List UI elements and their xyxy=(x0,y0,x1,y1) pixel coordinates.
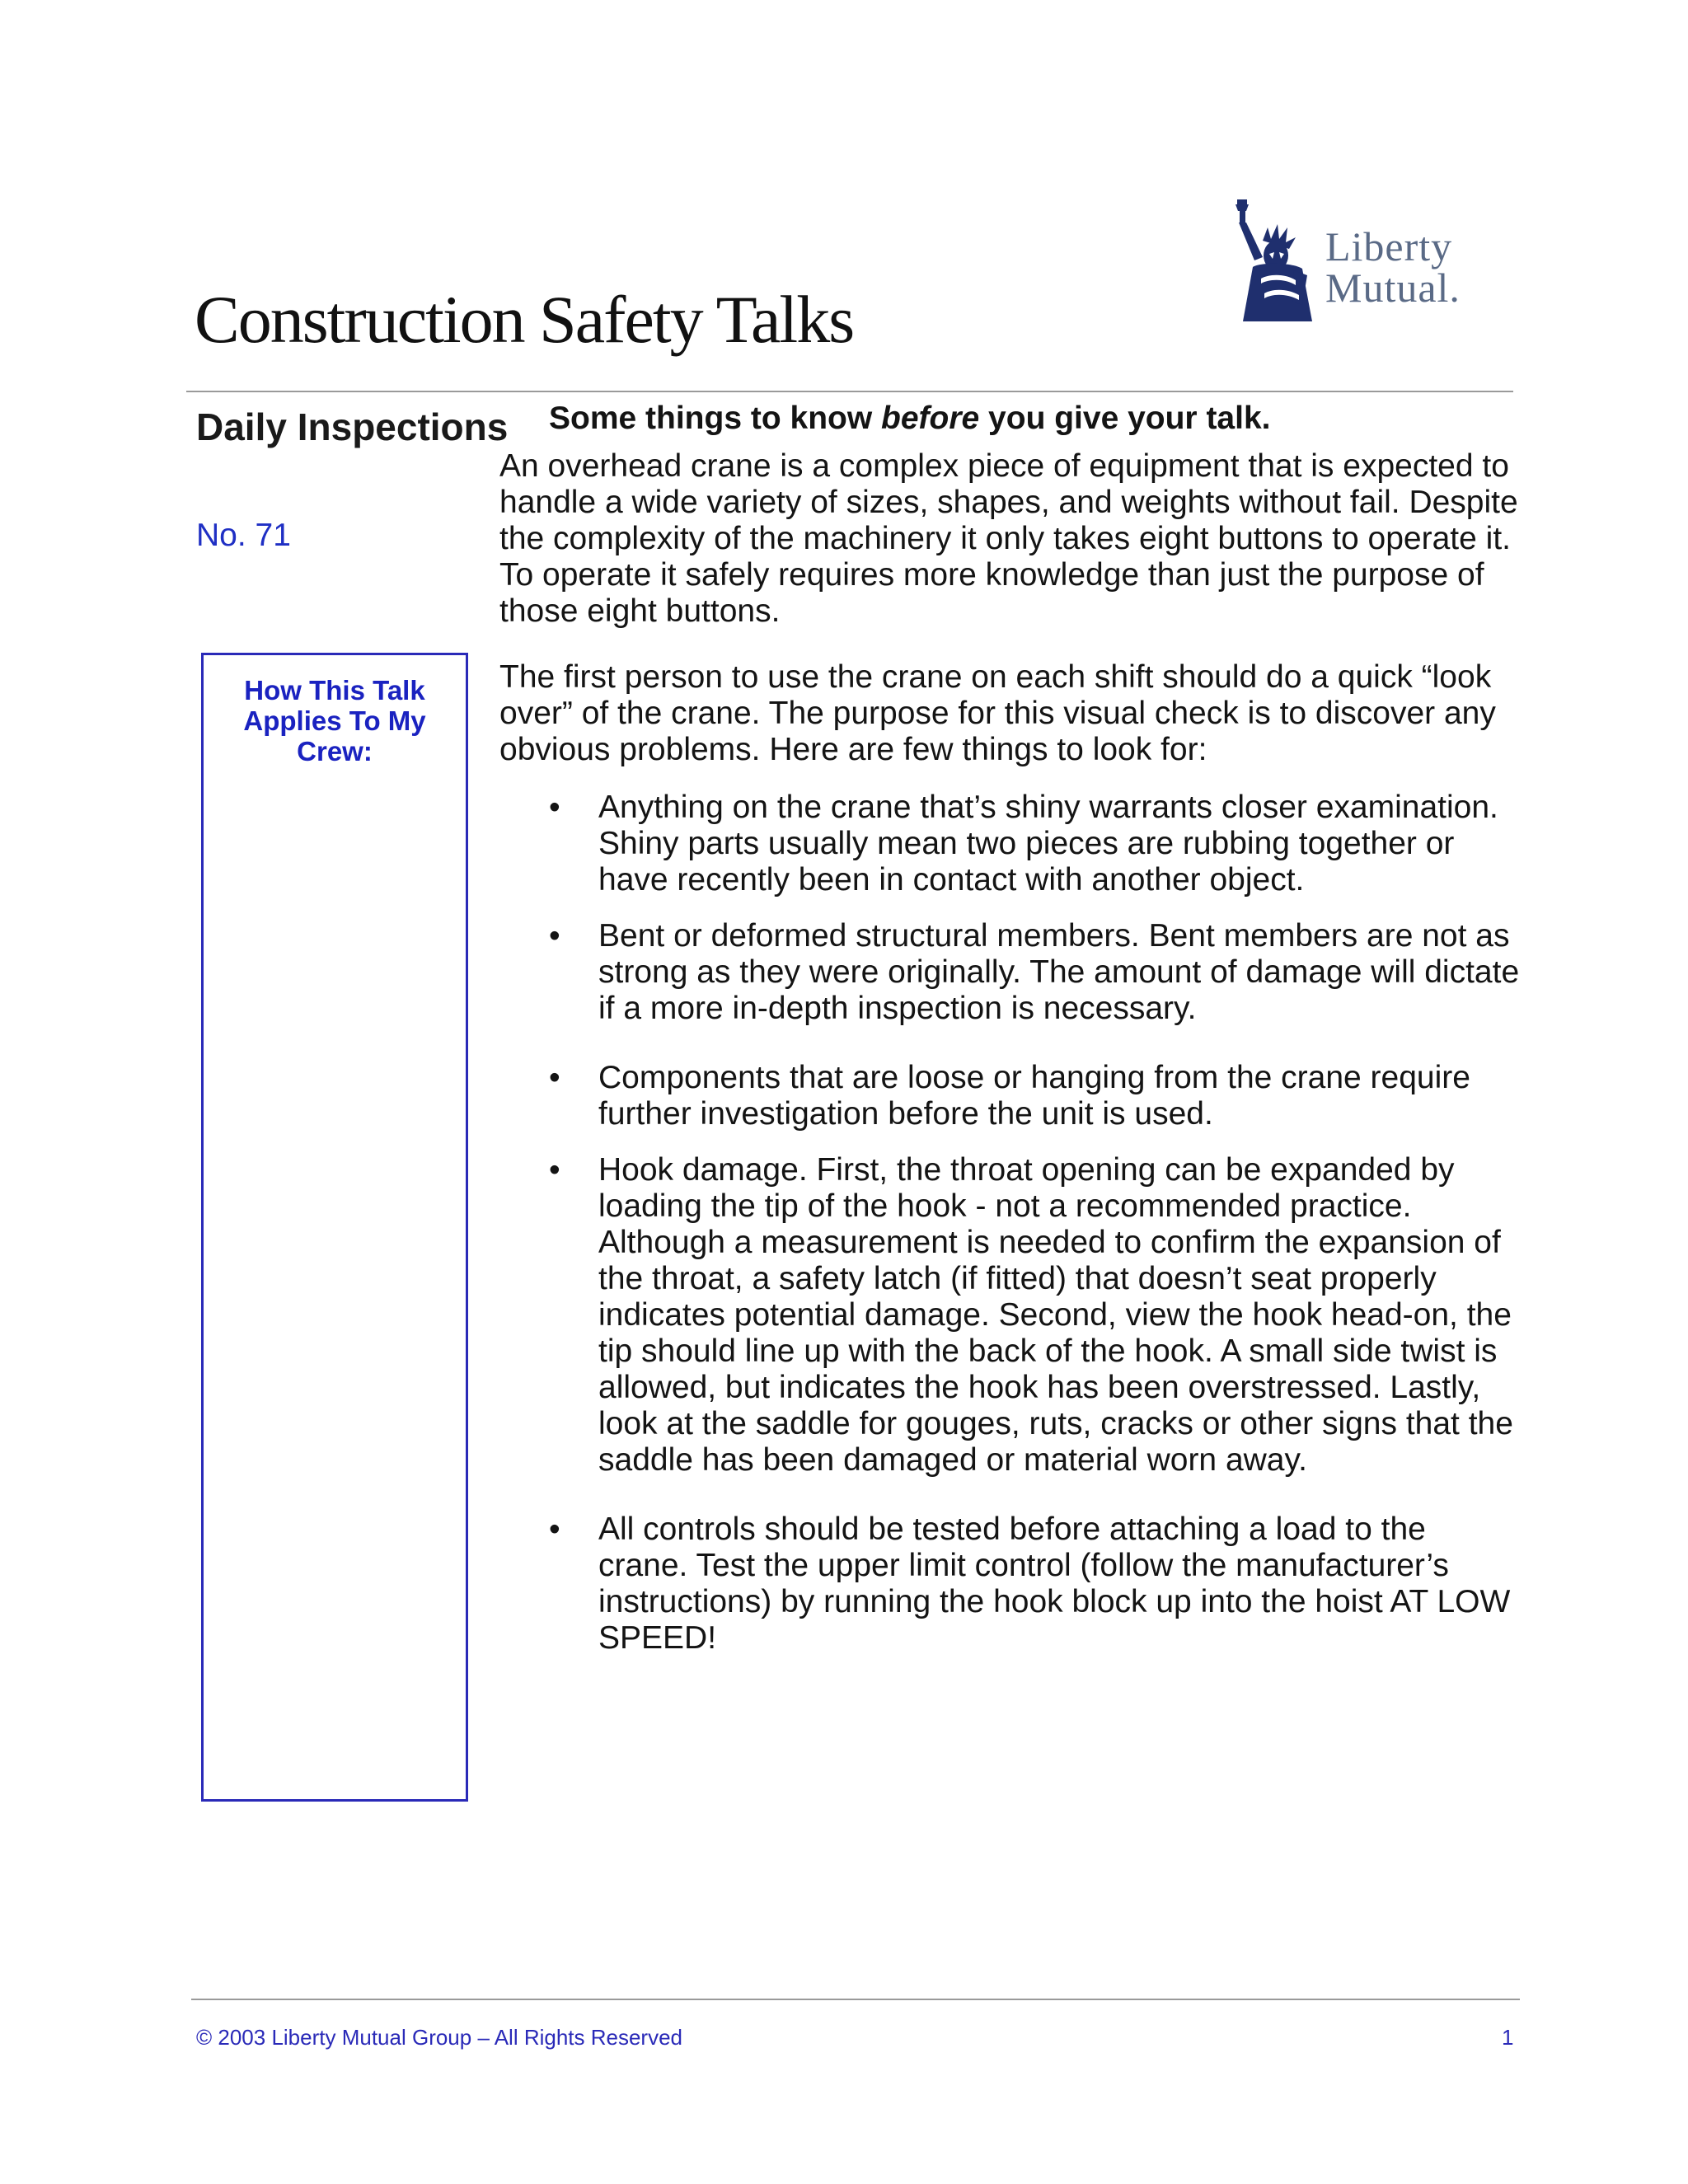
paragraph-overview: An overhead crane is a complex piece of equipment that is expected to handle a wide variety of sizes, shapes, and weights without fail. Despite the complexity of the machinery it only takes eight buttons to operate it. To operate it safely requires more knowledge than just the purpose of those eight buttons. xyxy=(499,448,1518,629)
logo-wordmark-mutual: Mutual. xyxy=(1325,265,1461,311)
intro-heading-pre: Some things to know xyxy=(549,401,882,436)
header-divider xyxy=(186,391,1513,392)
document-title: Construction Safety Talks xyxy=(195,282,854,357)
intro-heading xyxy=(499,401,1522,437)
crew-notes-heading: How This Talk Applies To My Crew: xyxy=(243,675,426,766)
list-item: • All controls should be tested before attaching a load to the crane. Test the upper limit control (follow the manufacturer’s instructions) by running the hook block up into the hoist AT LOW SPEED! xyxy=(499,1511,1522,1657)
list-item: • Hook damage. First, the throat opening can be expanded by loading the tip of the hook - not a recommended practice. Although a measurement is needed to confirm the expansion of the throat, a safety latch (if fitted) that doesn’t seat properly indicates potential damage. Second, view the hook head-on, the tip should line up with the back of the hook. A small side twist is allowed, but indicates the hook has been overstressed. Lastly, look at the saddle for gouges, ruts, cracks or other signs that the saddle has been damaged or material worn away. xyxy=(499,1152,1522,1479)
talk-body xyxy=(499,401,1522,1676)
copyright-notice: © 2003 Liberty Mutual Group – All Rights Reserved xyxy=(196,2025,683,2050)
footer-divider xyxy=(191,1999,1520,2000)
logo-wordmark-liberty: Liberty xyxy=(1325,223,1453,269)
paragraph-look-over: The first person to use the crane on each shift should do a quick “look over” of the crane. The purpose for this visual check is to discover any obvious problems. Here are few things to look for: xyxy=(499,659,1496,767)
talk-topic-title: Daily Inspections xyxy=(196,405,509,448)
list-item: • Bent or deformed structural members. Bent members are not as strong as they were originally. The amount of damage will dictate if a more in-depth inspection is necessary. xyxy=(499,918,1522,1027)
page-number: 1 xyxy=(1502,2025,1514,2050)
statue-of-liberty-icon xyxy=(1226,190,1325,321)
list-item: • Components that are loose or hanging from the crane require further investigation before the unit is used. xyxy=(499,1060,1522,1132)
intro-heading-emphasis: before xyxy=(881,401,980,436)
intro-heading-post: you give your talk. xyxy=(979,401,1271,436)
inspection-checklist xyxy=(499,790,1522,1657)
crew-notes-box xyxy=(201,653,468,1802)
list-item: • Anything on the crane that’s shiny warrants closer examination. Shiny parts usually mean two pieces are rubbing together or have recently been in contact with another object. xyxy=(499,790,1522,898)
talk-number: No. 71 xyxy=(196,518,291,553)
liberty-mutual-logo xyxy=(1226,190,1490,321)
